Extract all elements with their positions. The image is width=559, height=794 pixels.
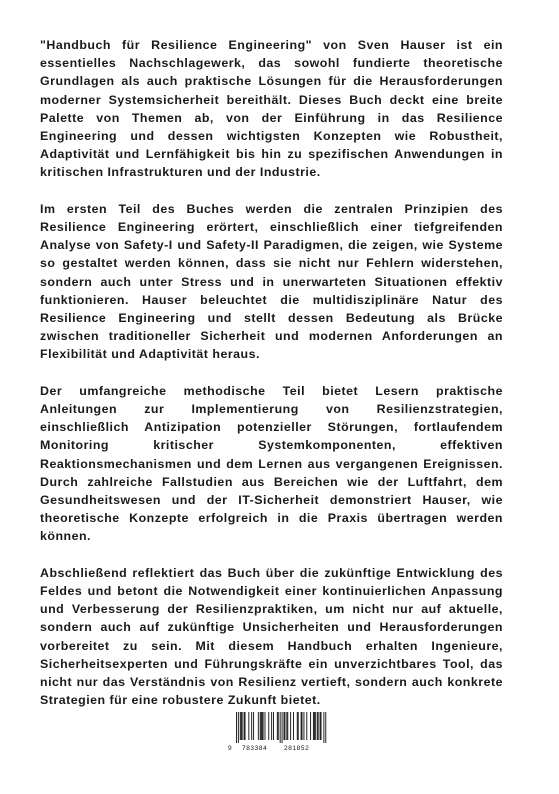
barcode-bar (253, 712, 254, 740)
barcode-bar (278, 712, 279, 740)
blurb-paragraph-3: Der umfangreiche methodische Teil bietet Lesern praktische Anleitungen zur Implementierung von Resilienzstrategien, einschließlich Antizipation potenzieller Störungen, fortlaufendem Monitoring kritischer Systemkomponenten, effektiven Reaktionsmechanismen und dem Lernen aus vergangenen Ereignissen. Durch zahlreiche Fallstudien aus Bereichen wie der Luftfahrt, dem Gesundheitswesen und der IT-Sicherheit demonstriert Hauser, wie theoretische Konzepte erfolgreich in die Praxis übertragen werden können. (40, 383, 503, 544)
barcode-bar (313, 712, 314, 740)
barcode-bar (306, 712, 307, 740)
barcode-bar (265, 712, 266, 740)
barcode-bar (282, 712, 283, 743)
barcode-bar (284, 712, 285, 740)
barcode-bar (314, 712, 315, 740)
barcode-bar (248, 712, 249, 740)
barcode-bar (293, 712, 294, 740)
barcode-bar (245, 712, 246, 740)
barcode-bar (236, 712, 237, 743)
barcode-bar (251, 712, 252, 740)
barcode-bar (268, 712, 269, 740)
barcode-bar (271, 712, 272, 740)
barcode-bar (263, 712, 264, 740)
barcode-bar (287, 712, 288, 740)
barcode-bar (238, 712, 239, 743)
barcode-bar (317, 712, 318, 740)
barcode-bar (260, 712, 261, 740)
barcode-bar (261, 712, 262, 740)
barcode-bar (273, 712, 274, 740)
barcode-bar (262, 712, 263, 740)
barcode-bar (277, 712, 278, 740)
barcode-digits (228, 745, 330, 753)
barcode-bar (244, 712, 245, 740)
barcode-bar (241, 712, 242, 740)
barcode-bar (286, 712, 287, 740)
barcode-bar (303, 712, 304, 740)
barcode-digit-first: 9 (228, 745, 232, 752)
blurb-text (40, 36, 503, 709)
barcode-bar (323, 712, 324, 743)
barcode-bar (318, 712, 319, 740)
isbn-barcode (228, 712, 330, 752)
barcode-bar (320, 712, 321, 740)
barcode-bar (298, 712, 299, 740)
barcode-bar (301, 712, 302, 740)
barcode-bar (321, 712, 322, 740)
barcode-bar (242, 712, 243, 740)
barcode-bar (315, 712, 316, 740)
barcode-bar (258, 712, 259, 740)
barcode-bar (297, 712, 298, 740)
barcode-bar (325, 712, 326, 743)
barcode-bar (290, 712, 291, 740)
barcode-bar (310, 712, 311, 740)
blurb-paragraph-2: Im ersten Teil des Buches werden die zentralen Prinzipien des Resilience Engineering erörtert, einschließlich einer tiefgreifenden Analyse von Safety-I und Safety-II Paradigmen, die zeigen, wie Systeme so gestaltet werden können, dass sie nicht nur Fehlern widerstehen, sondern auch unter Stress und in unerwarteten Situationen effektiv funktionieren. Hauser beleuchtet die multidisziplinäre Natur des Resilience Engineering und stellt dessen Bedeutung als Brücke zwischen traditioneller Sicherheit und modernen Anforderungen an Flexibilität und Adaptivität heraus. (40, 201, 503, 362)
blurb-paragraph-4: Abschließend reflektiert das Buch über die zukünftige Entwicklung des Feldes und betont die Notwendigkeit einer kontinuierlichen Anpassung und Verbesserung der Resilienzpraktiken, um nicht nur auf aktuelle, sondern auch auf zukünftige Unsicherheiten und Herausforderungen vorbereitet zu sein. Mit diesem Handbuch erhalten Ingenieure, Sicherheitsexperten und Führungskräfte ein unverzichtbares Tool, das nicht nur das Verständnis von Resilienz vertieft, sondern auch konkrete Strategien für eine robustere Zukunft bietet. (40, 565, 503, 708)
barcode-bar (302, 712, 303, 740)
barcode-digits-left: 783384 (242, 745, 268, 752)
barcode-bars (228, 712, 330, 743)
barcode-bar (240, 712, 241, 740)
barcode-digits-right: 281852 (284, 745, 310, 752)
blurb-paragraph-1: "Handbuch für Resilience Engineering" von Sven Hauser ist ein essentielles Nachschlagewerk, das sowohl fundierte theoretische Grundlagen als auch praktische Lösungen für die Herausforderungen moderner Systemsicherheit bereithält. Dieses Buch deckt eine breite Palette von Themen ab, von der Einführung in das Resilience Engineering und dessen wichtigsten Konzepten wie Robustheit, Adaptivität und Lernfähigkeit bis hin zu spezifischen Anwendungen in kritischen Infrastrukturen und der Industrie. (40, 38, 503, 180)
barcode-bar (280, 712, 281, 743)
barcode-bar (284, 712, 285, 740)
